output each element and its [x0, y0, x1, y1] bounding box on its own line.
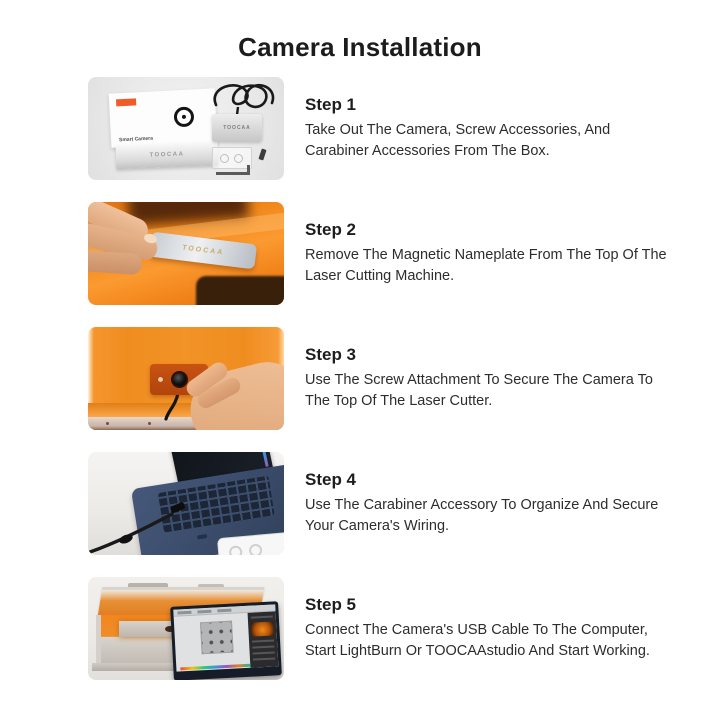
screw-left [158, 377, 163, 382]
step-3-heading: Step 3 [305, 345, 357, 365]
software-screen [173, 604, 278, 671]
nameplate-brand-text: TOOCAA [181, 244, 225, 257]
box-brand-text: TOOCAA [149, 151, 185, 159]
magnetic-nameplate [149, 232, 257, 270]
box-lid-label: Smart Camera [118, 135, 154, 144]
step-5-heading: Step 5 [305, 595, 357, 615]
smart-camera-device [212, 114, 262, 142]
camera-lens [171, 371, 188, 388]
step-1-text [305, 95, 670, 161]
step-5-text [305, 595, 670, 661]
camera-preview-thumbnail [251, 622, 274, 637]
machine-interior-window [196, 276, 284, 305]
step-3-text [305, 345, 670, 411]
color-palette-strip [180, 664, 250, 671]
step-5-photo-software-running [88, 577, 284, 680]
step-1-row [88, 77, 672, 180]
step-4-photo-usb-to-laptop [88, 452, 284, 555]
software-side-panel [248, 611, 279, 667]
step-5-description: Connect The Camera's USB Cable To The Computer, Start LightBurn Or TOOCAAstudio And Start Working. [305, 622, 650, 659]
step-4-description: Use The Carabiner Accessory To Organize And Secure Your Camera's Wiring. [305, 497, 659, 534]
step-4-row [88, 452, 672, 555]
hex-key-tool [216, 172, 250, 175]
page-title: Camera Installation [238, 32, 482, 62]
step-1-heading: Step 1 [305, 95, 357, 115]
step-2-description: Remove The Magnetic Nameplate From The Top Of The Laser Cutting Machine. [305, 247, 667, 284]
step-3-description: Use The Screw Attachment To Secure The Camera To The Top Of The Laser Cutter. [305, 372, 653, 409]
step-4-text [305, 470, 670, 536]
hex-key-tool-bend [247, 165, 250, 174]
screw-accessory-bag [212, 147, 252, 169]
step-4-heading: Step 4 [305, 470, 357, 490]
step-1-description: Take Out The Camera, Screw Accessories, And Carabiner Accessories From The Box. [305, 122, 611, 159]
step-5-row [88, 577, 672, 680]
step-1-photo-box-contents [88, 77, 284, 180]
camera-brand-text: TOOCAA [223, 125, 251, 131]
laptop-with-software [170, 601, 282, 680]
step-3-row [88, 327, 672, 430]
steps-list [88, 77, 672, 702]
step-3-photo-secure-camera [88, 327, 284, 430]
hand-thumb [88, 250, 143, 275]
step-2-text [305, 220, 670, 286]
step-2-heading: Step 2 [305, 220, 357, 240]
step-2-photo-remove-nameplate [88, 202, 284, 305]
calibration-dot-grid [200, 621, 234, 655]
step-2-row [88, 202, 672, 305]
